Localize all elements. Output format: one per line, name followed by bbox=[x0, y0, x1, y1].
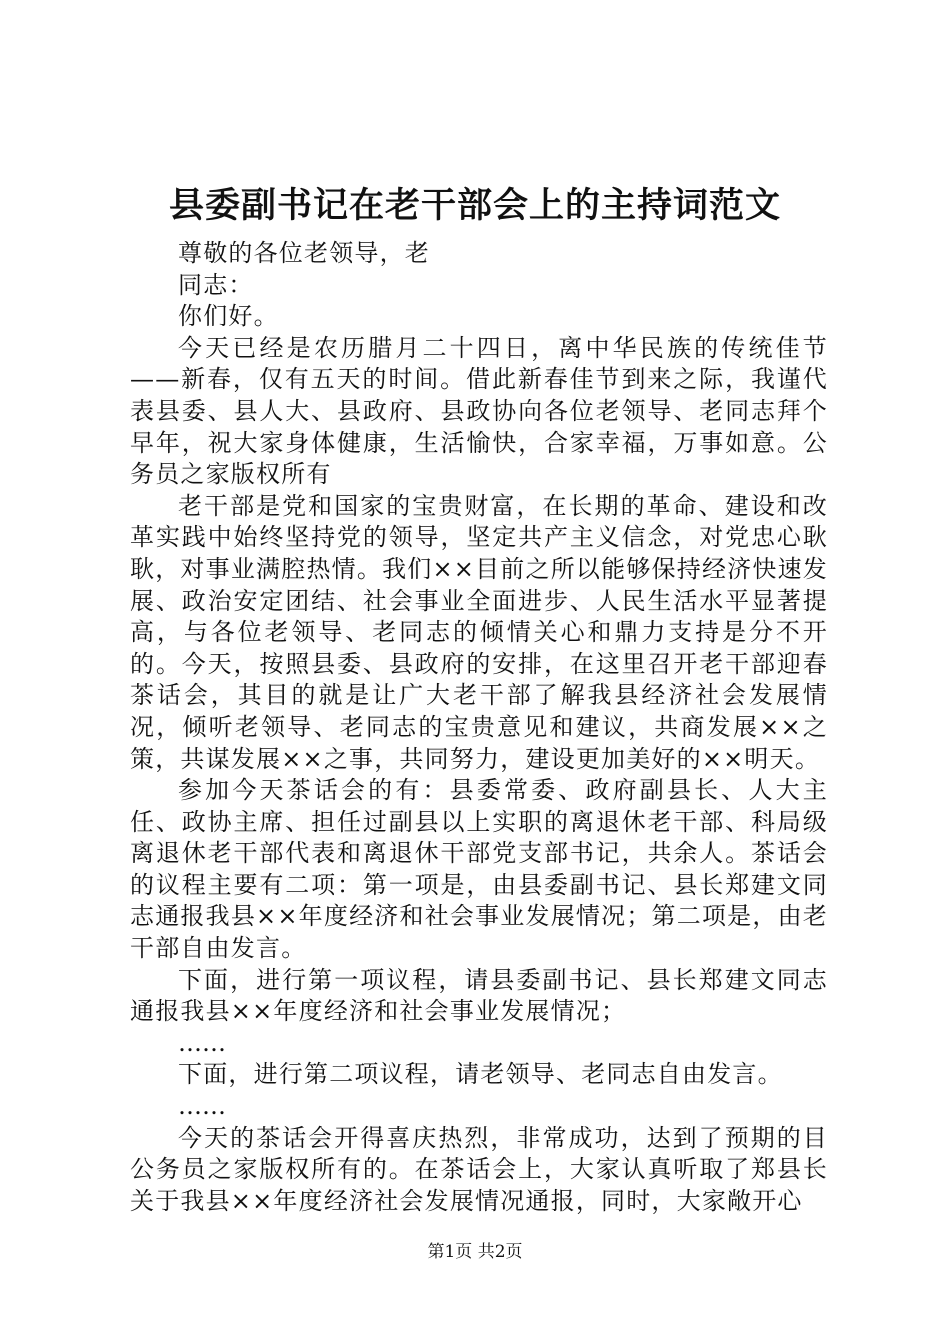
paragraph-ellipsis-2: …… bbox=[178, 1092, 226, 1121]
paragraph-agenda-item-2: 下面，进行第二项议程，请老领导、老同志自由发言。 bbox=[178, 1060, 783, 1089]
paragraph-closing: 今天的茶话会开得喜庆热烈，非常成功，达到了预期的目公务员之家版权所有的。在茶话会上，大家认真听取了郑县长关于我县××年度经济社会发展情况通报，同时，大家敞开心 bbox=[130, 1123, 828, 1215]
paragraph-agenda-item-1: 下面，进行第一项议程，请县委副书记、县长郑建文同志通报我县××年度经济和社会事业发展情况； bbox=[130, 965, 828, 1026]
paragraph-veteran-cadres: 老干部是党和国家的宝贵财富，在长期的革命、建设和改革实践中始终坚持党的领导，坚定共产主义信念，对党忠心耿耿，对事业满腔热情。我们××目前之所以能够保持经济快速发展、政治安定团结、社会事业全面进步、人民生活水平显著提高，与各位老领导、老同志的倾情关心和鼎力支持是分不开的。今天，按照县委、县政府的安排，在这里召开老干部迎春茶话会，其目的就是让广大老干部了解我县经济社会发展情况，倾听老领导、老同志的宝贵意见和建议，共商发展××之策，共谋发展××之事，共同努力，建设更加美好的××明天。 bbox=[130, 491, 828, 773]
paragraph-salutation-2: 同志： bbox=[178, 270, 254, 299]
document-body bbox=[130, 238, 828, 1217]
paragraph-greeting: 你们好。 bbox=[178, 302, 279, 331]
page-number-footer: 第1页 共2页 bbox=[427, 1242, 523, 1262]
document-title: 县委副书记在老干部会上的主持词范文 bbox=[168, 185, 781, 226]
paragraph-ellipsis-1: …… bbox=[178, 1028, 226, 1057]
paragraph-attendees-agenda: 参加今天茶话会的有：县委常委、政府副县长、人大主任、政协主席、担任过副县以上实职的离退休老干部、科局级离退休老干部代表和离退休干部党支部书记，共余人。茶话会的议程主要有二项：第一项是，由县委副书记、县长郑建文同志通报我县××年度经济和社会事业发展情况；第二项是，由老干部自由发言。 bbox=[130, 776, 828, 963]
paragraph-salutation-1: 尊敬的各位老领导，老 bbox=[178, 239, 430, 267]
paragraph-new-year: 今天已经是农历腊月二十四日，离中华民族的传统佳节——新春，仅有五天的时间。借此新春佳节到来之际，我谨代表县委、县人大、县政府、县政协向各位老领导、老同志拜个早年，祝大家身体健康，生活愉快，合家幸福，万事如意。公务员之家版权所有 bbox=[130, 333, 828, 489]
